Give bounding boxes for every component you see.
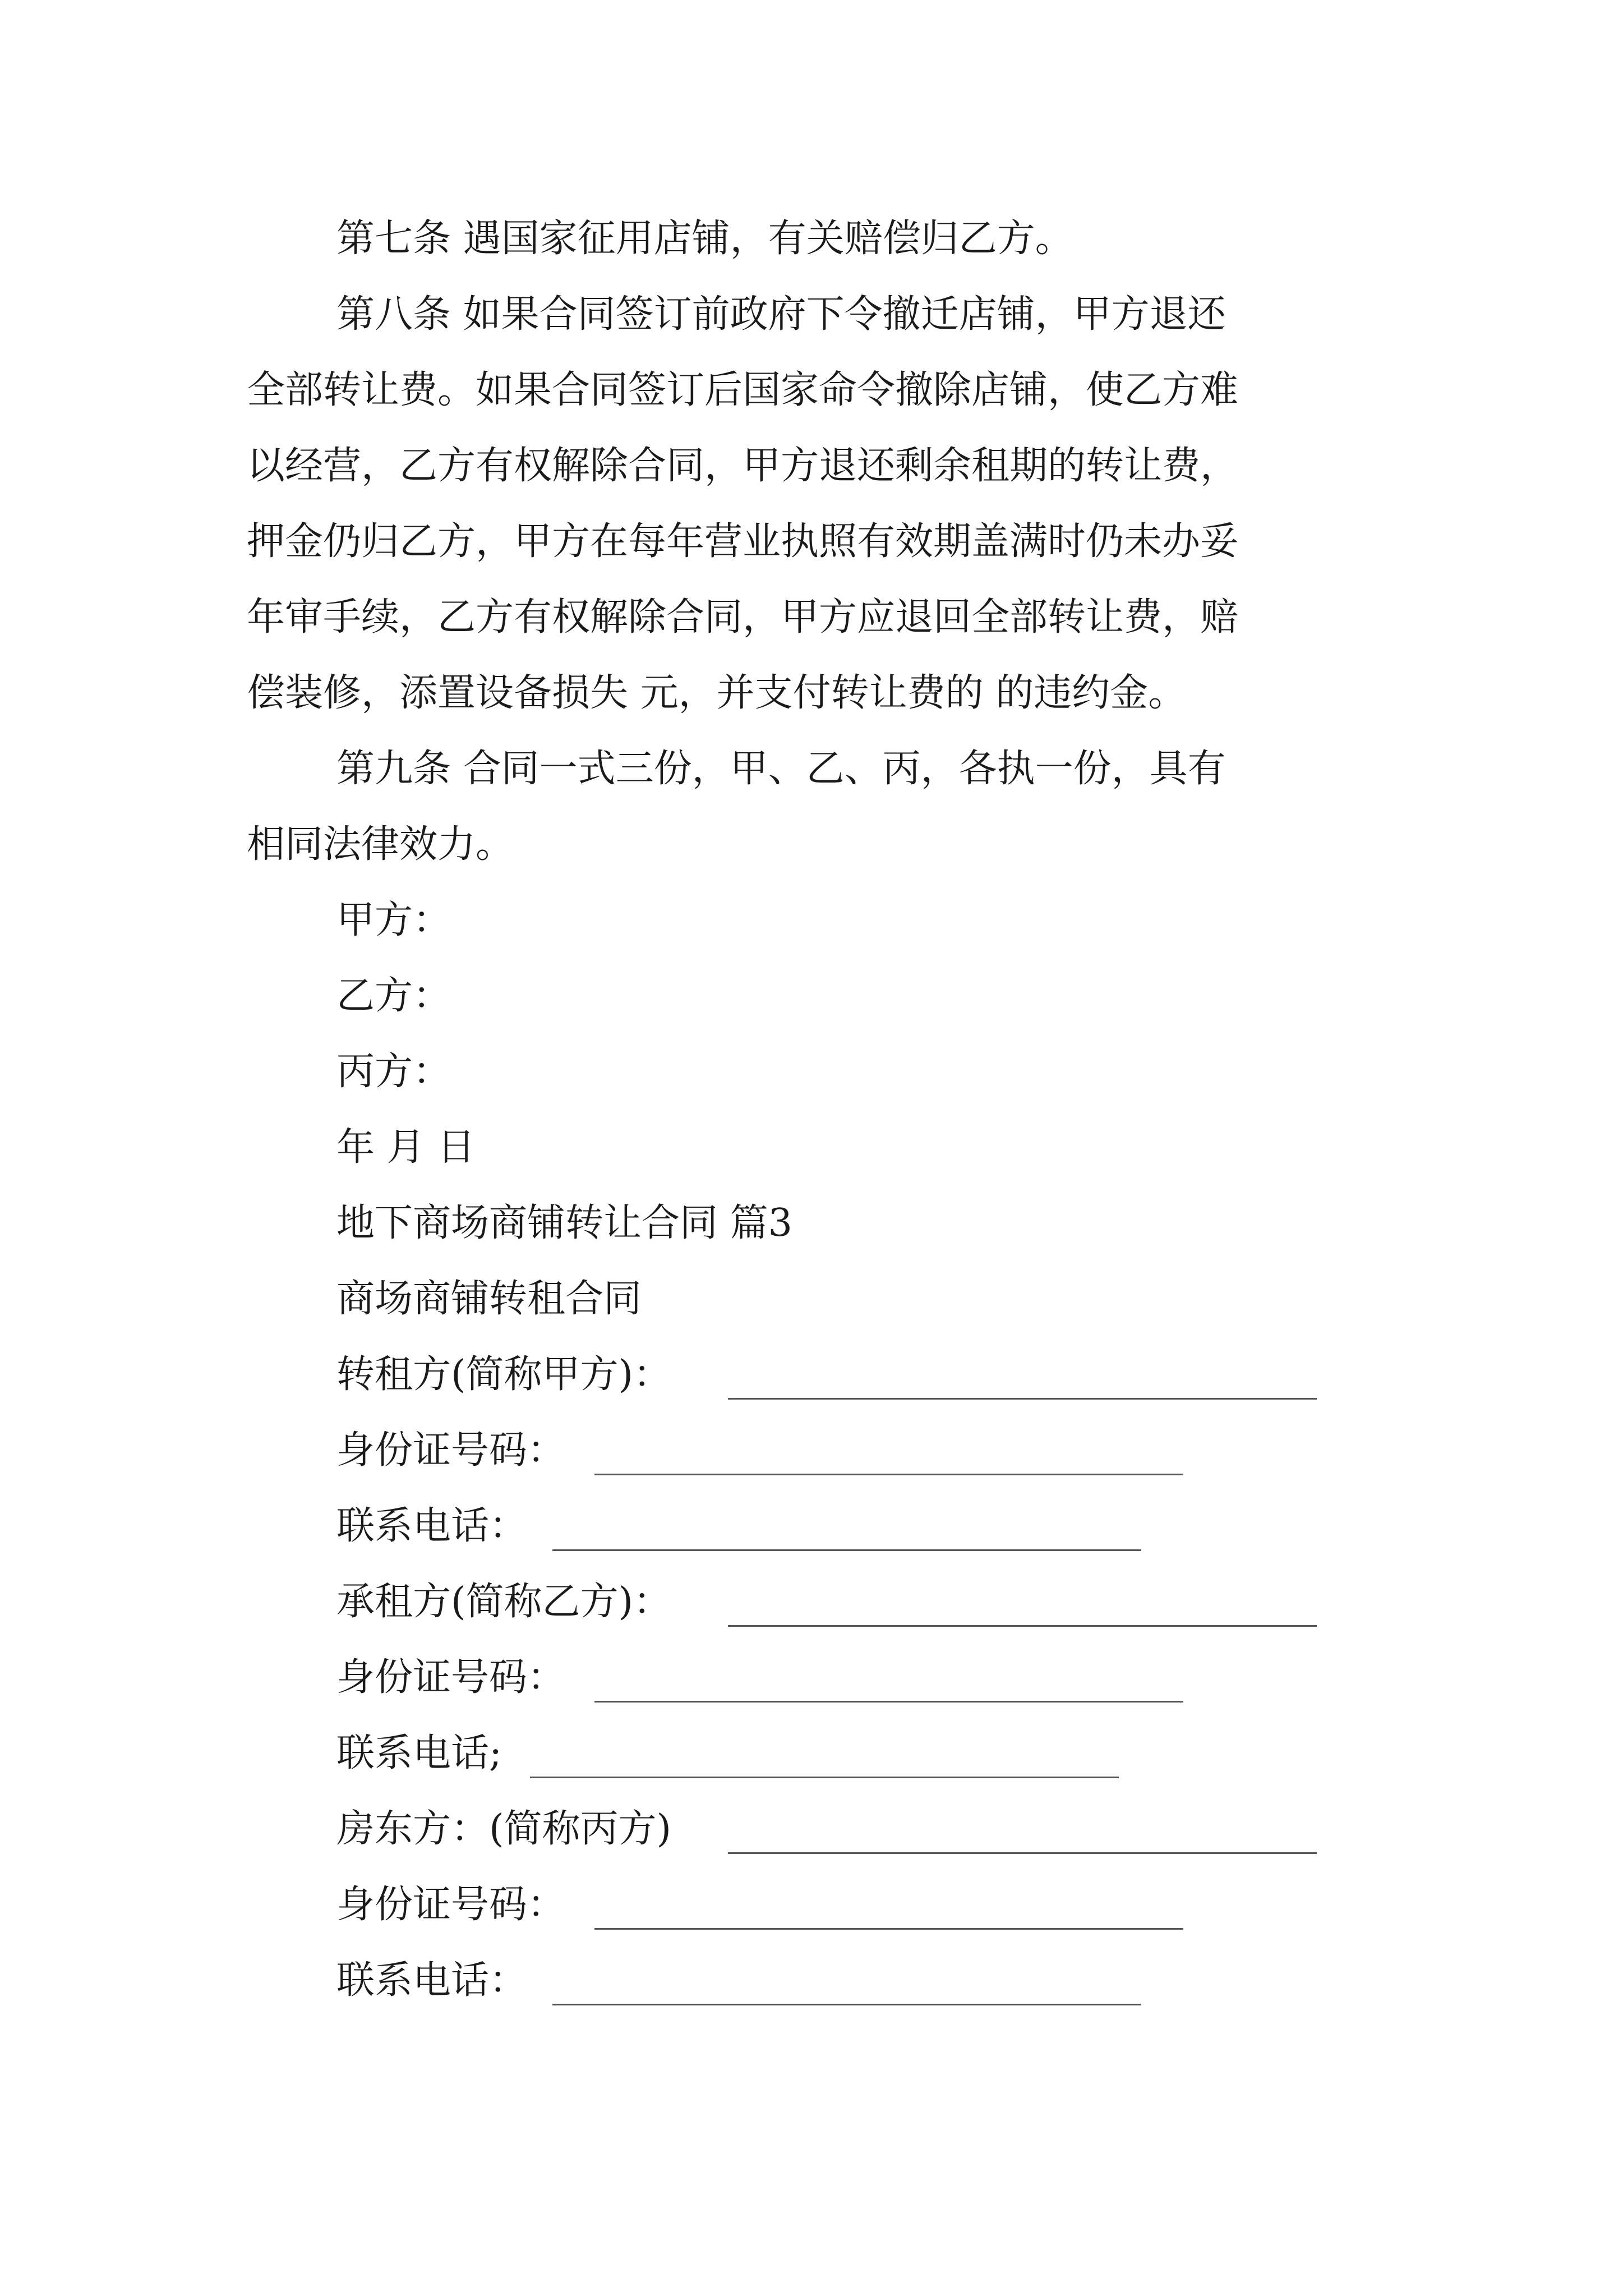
date-line: 年 月 日 — [336, 1125, 476, 1170]
sublessor-phone-label: 联系电话： — [336, 1504, 528, 1548]
sublessor-label: 转租方(简称甲方)： — [336, 1352, 672, 1397]
landlord-blank — [728, 1852, 1317, 1854]
landlord-phone-blank — [552, 2004, 1141, 2005]
sublessor-phone-blank — [552, 1549, 1141, 1551]
article-8-line-6: 偿装修，添置设备损失 元，并支付转让费的 的违约金。 — [247, 671, 1187, 715]
lessee-label: 承租方(简称乙方)： — [336, 1580, 672, 1624]
lessee-blank — [728, 1625, 1317, 1627]
article-8-line-2: 全部转让费。如果合同签订后国家命令撤除店铺，使乙方难 — [247, 368, 1239, 412]
article-7-line: 第七条 遇国家征用店铺，有关赔偿归乙方。 — [336, 217, 1073, 261]
party-c-signature-label: 丙方： — [336, 1050, 451, 1094]
contract-title: 商场商铺转租合同 — [336, 1277, 642, 1321]
article-8-line-4: 押金仍归乙方，甲方在每年营业执照有效期盖满时仍未办妥 — [247, 519, 1239, 564]
sublessor-id-label: 身份证号码： — [336, 1428, 566, 1473]
landlord-label: 房东方：(简称丙方) — [336, 1807, 672, 1851]
sublessor-blank — [728, 1398, 1317, 1400]
sublessor-id-blank — [594, 1474, 1183, 1475]
section-heading: 地下商场商铺转让合同 篇3 — [336, 1201, 792, 1245]
lessee-phone-blank — [530, 1777, 1119, 1778]
landlord-id-label: 身份证号码： — [336, 1883, 566, 1927]
article-9-line-1: 第九条 合同一式三份，甲、乙、丙，各执一份，具有 — [336, 747, 1226, 791]
article-8-line-5: 年审手续，乙方有权解除合同，甲方应退回全部转让费，赔 — [247, 595, 1239, 639]
article-8-line-3: 以经营，乙方有权解除合同，甲方退还剩余租期的转让费， — [247, 444, 1239, 488]
landlord-phone-label: 联系电话： — [336, 1958, 528, 2003]
article-8-line-1: 第八条 如果合同签订前政府下令撤迁店铺，甲方退还 — [336, 292, 1226, 337]
party-b-signature-label: 乙方： — [336, 974, 451, 1018]
party-a-signature-label: 甲方： — [336, 898, 451, 942]
article-9-line-2: 相同法律效力。 — [247, 822, 514, 867]
lessee-id-label: 身份证号码： — [336, 1655, 566, 1700]
landlord-id-blank — [594, 1928, 1183, 1930]
lessee-id-blank — [594, 1701, 1183, 1703]
lessee-phone-label: 联系电话; — [336, 1731, 502, 1775]
